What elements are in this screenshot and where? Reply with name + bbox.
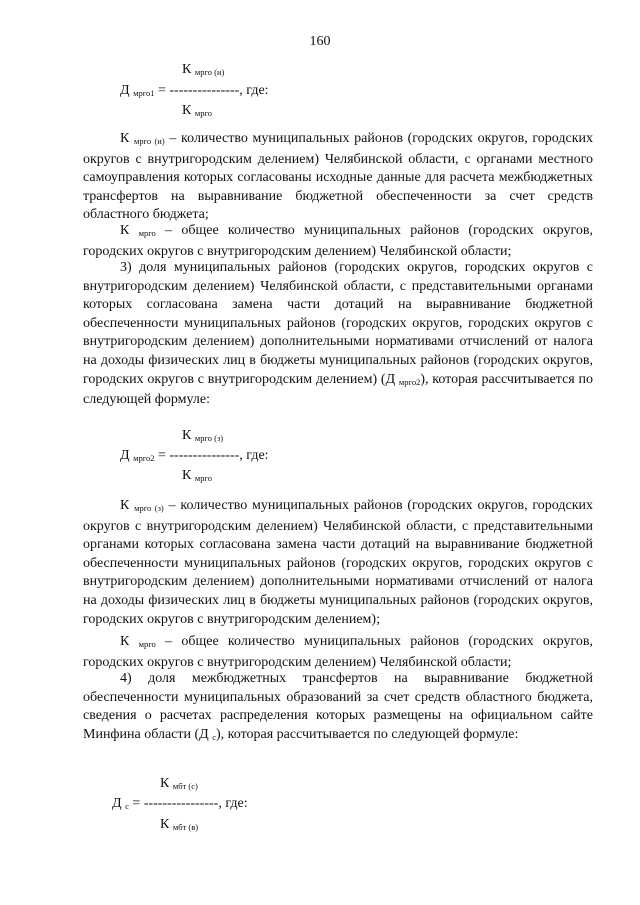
formula-denominator: К $_{мрго}$ <box>182 103 212 118</box>
page-number: 160 <box>309 34 331 49</box>
formula-numerator: К $_{мрго (и)}$ <box>182 62 225 77</box>
definition-k-mrgo: К $_{мрго}$ – общее количество муниципальных районов (городских округов, городских округов с внутригородским делением) Челябинской области; <box>83 223 594 259</box>
definition-k-mrgo-i: К $_{мрго (и)}$ – количество муниципальных районов (городских округов, городских округов с внутригородским делением) Челябинской области, с органами местного самоуправления которых согласованы исходные данные для расчета межбюджетных трансфертов на выравнивание бюджетной обеспеченности за счет средств областного бюджета; <box>83 131 593 223</box>
formula-lhs: Д $_с$ = ----------------, где: <box>112 796 248 811</box>
definition-k-mrgo-z: К $_{мрго (з)}$ – количество муниципальных районов (городских округов, городских округов с внутригородским делением) Челябинской области, с представительными органами которых согласована замена части дотаций на выравнивание бюджетной обеспеченности муниципальных районов (городских округов, городских округов с внутригородским делением) дополнительными нормативами отчислений от налога на доходы физических лиц в бюджеты муниципальных районов (городских округов, городских округов с внутригородским делением); <box>83 498 593 627</box>
formula-numerator: К $_{мбт (с)}$ <box>160 776 198 791</box>
formula-denominator: К $_{мрго}$ <box>182 468 212 483</box>
formula-lhs: Д $_{мрго2}$ = ---------------, где: <box>120 448 269 463</box>
formula-lhs: Д $_{мрго1}$ = ---------------, где: <box>120 83 269 98</box>
item-4-paragraph: 4) доля межбюджетных трансфертов на выравнивание бюджетной обеспеченности муниципальных образований за счет средств областного бюджета, сведения о расчетах распределения которых размещены на официальном сайте Минфина области (Д $_с$), которая рассчитывается по следующей формуле: <box>83 671 593 742</box>
item-3-paragraph: 3) доля муниципальных районов (городских округов, городских округов с внутригородским делением) Челябинской области, с представительными органами которых согласована замена части дотаций на выравнивание бюджетной обеспеченности муниципальных районов (городских округов, городских округов с внутригородским делением) дополнительными нормативами отчислений от налога на доходы физических лиц в бюджеты муниципальных районов (городских округов, городских округов с внутригородским делением) (Д $_{мрго2}$), которая рассчитывается по следующей формуле: <box>83 260 593 408</box>
formula-numerator: К $_{мрго (з)}$ <box>182 428 224 443</box>
definition-k-mrgo-2: К $_{мрго}$ – общее количество муниципальных районов (городских округов, городских округов с внутригородским делением) Челябинской области; <box>83 634 594 670</box>
formula-denominator: К $_{мбт (в)}$ <box>160 817 199 832</box>
